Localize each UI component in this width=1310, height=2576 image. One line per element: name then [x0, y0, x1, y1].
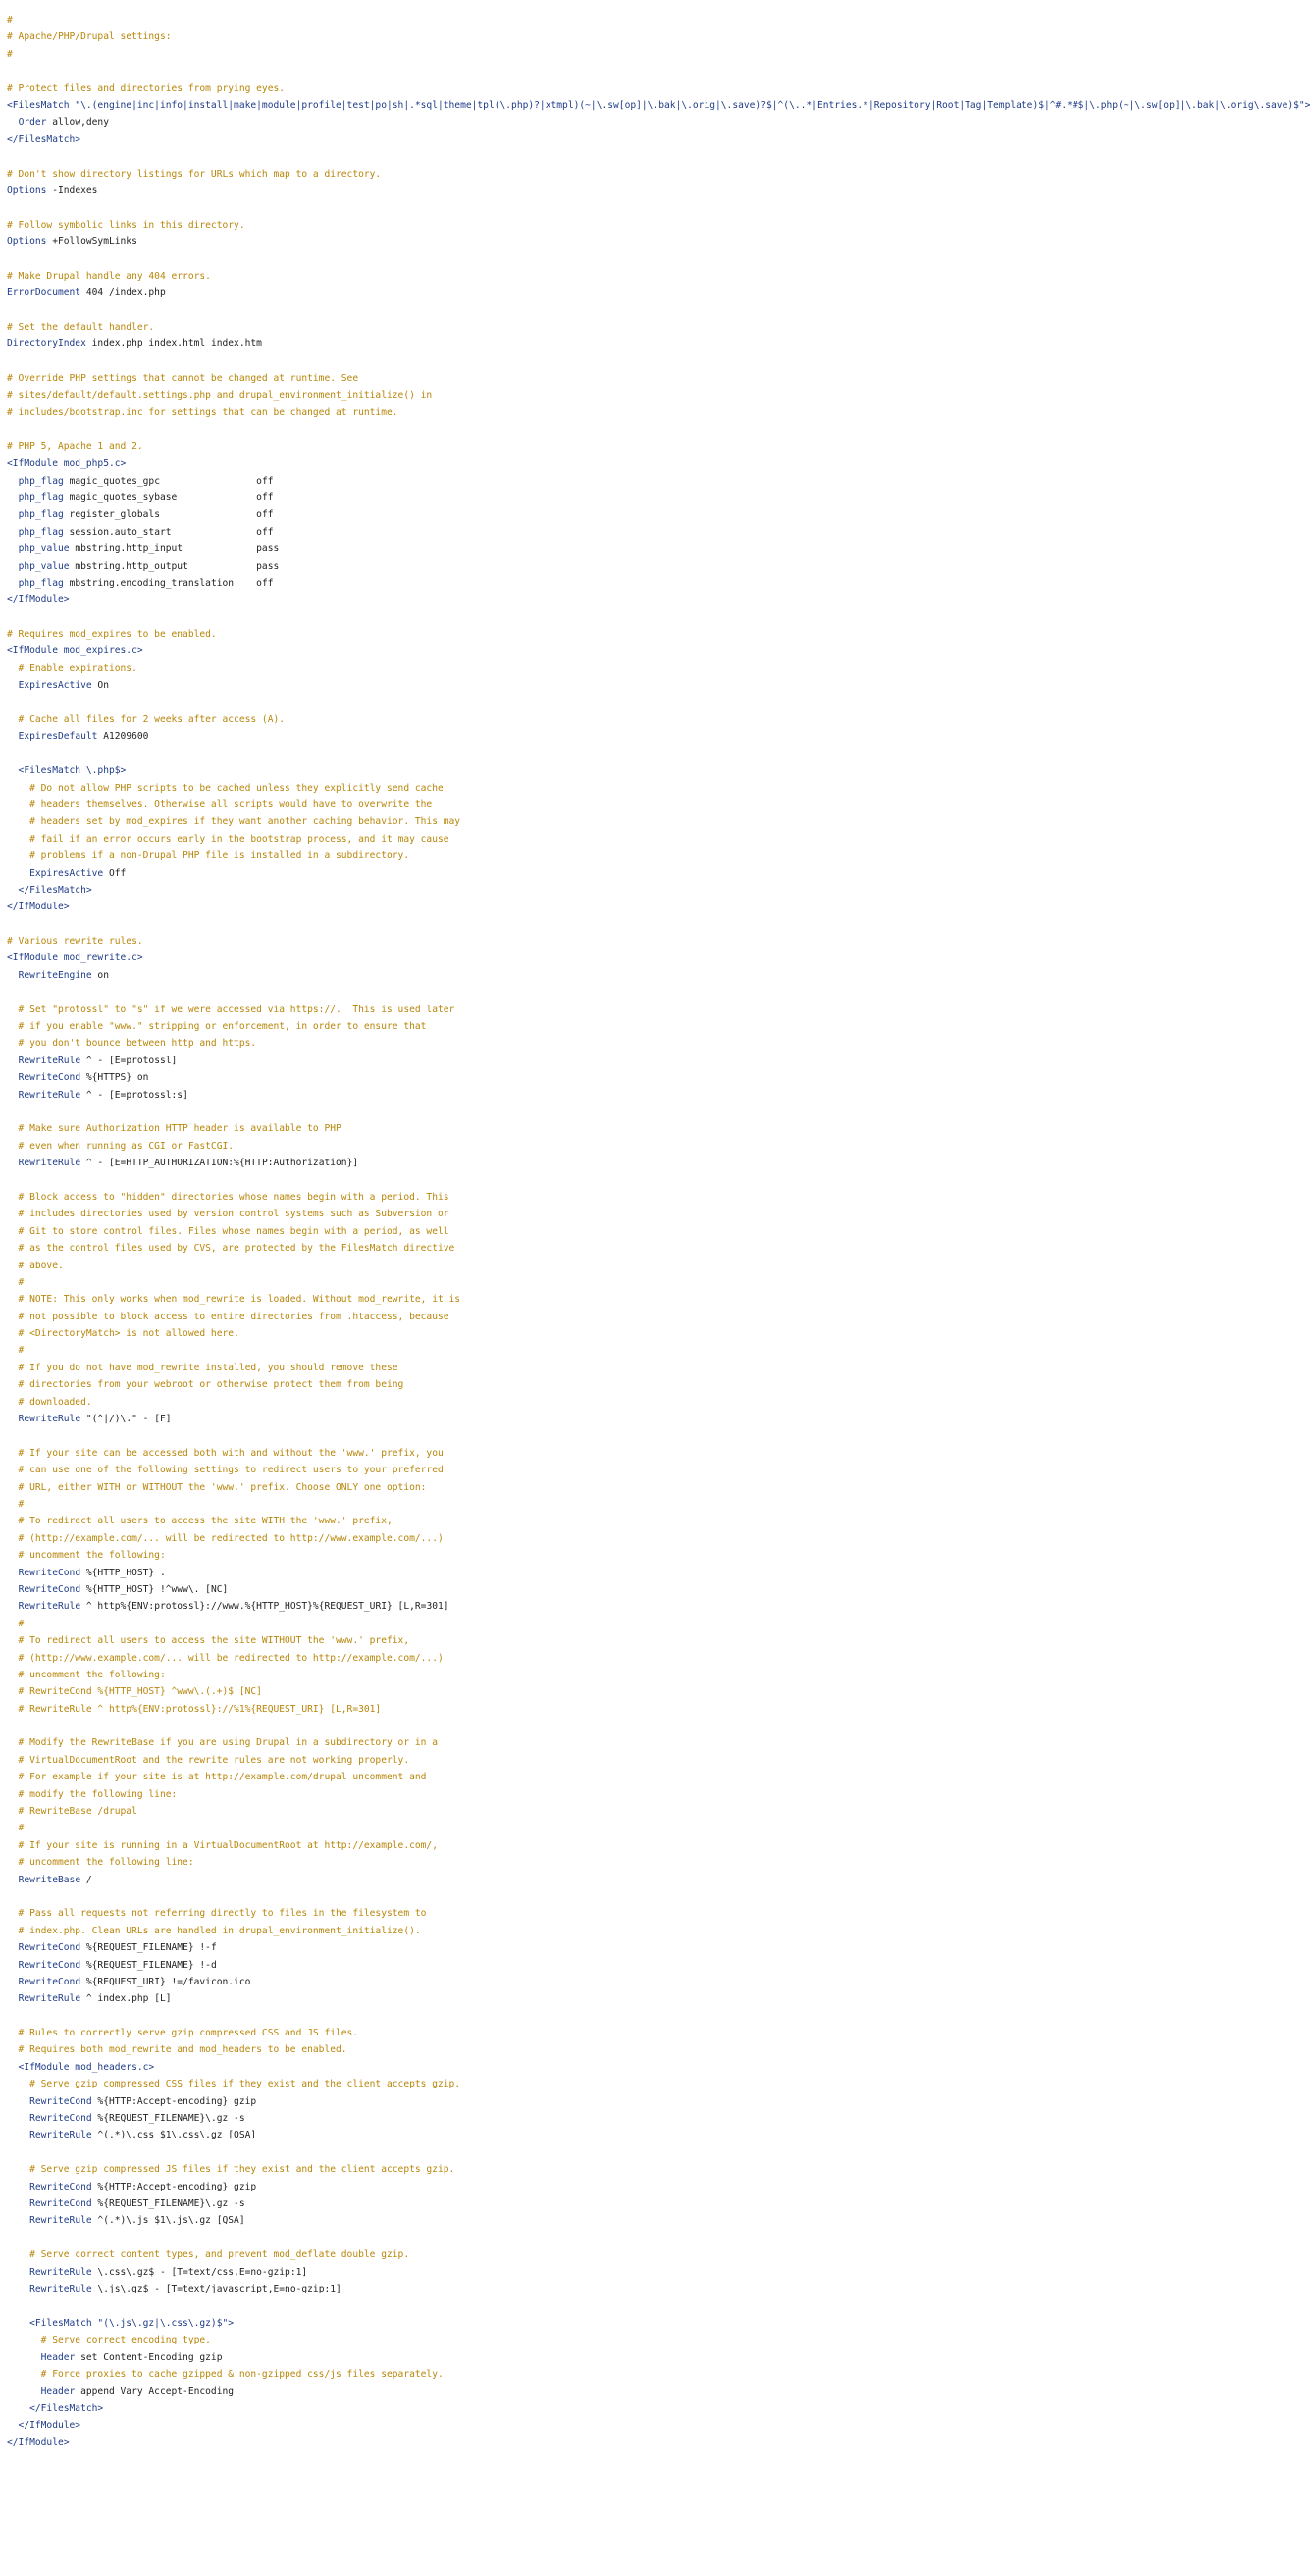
code-line: Order allow,deny	[18, 117, 109, 129]
code-line: ExpiresActive Off	[29, 867, 127, 879]
code-line: # Modify the RewriteBase if you are using Drupal in a subdirectory or in a	[7, 1737, 438, 1749]
code-line	[7, 2297, 583, 2314]
code-line: # If you do not have mod_rewrite installed, you should remove these	[7, 1362, 398, 1373]
code-line: DirectoryIndex index.php index.html index.htm	[7, 338, 262, 350]
code-line: # problems if a non-Drupal PHP file is installed in a subdirectory.	[7, 850, 410, 862]
code-line	[7, 353, 583, 370]
code-line: php_flag magic_quotes_gpc off	[18, 475, 274, 487]
code-line	[7, 199, 583, 216]
code-line: RewriteCond %{HTTP:Accept-encoding} gzip	[29, 2095, 257, 2107]
code-line: RewriteCond %{REQUEST_FILENAME}\.gz -s	[29, 2113, 245, 2125]
code-line: # can use one of the following settings to redirect users to your preferred	[7, 1465, 444, 1476]
code-line: # Set the default handler.	[7, 322, 155, 334]
code-line: </IfModule>	[7, 902, 70, 913]
code-line: #	[7, 1345, 25, 1357]
code-line: # To redirect all users to access the site WITHOUT the 'www.' prefix,	[7, 1635, 410, 1647]
code-line: # Git to store control files. Files whose names begin with a period, as well	[7, 1225, 449, 1237]
code-line	[7, 1718, 583, 1734]
code-line: # PHP 5, Apache 1 and 2.	[7, 440, 143, 452]
code-line: RewriteCond %{HTTPS} on	[18, 1072, 149, 1084]
code-line: <IfModule mod_rewrite.c>	[7, 953, 143, 964]
code-line: RewriteCond %{REQUEST_FILENAME} !-d	[18, 1959, 217, 1971]
code-line: # If your site can be accessed both with and without the 'www.' prefix, you	[7, 1447, 444, 1459]
code-line: # if you enable "www." stripping or enforcement, in order to ensure that	[7, 1021, 427, 1033]
code-line: # <DirectoryMatch> is not allowed here.	[7, 1328, 239, 1340]
code-line: # Apache/PHP/Drupal settings:	[7, 31, 172, 43]
code-line: #	[7, 1823, 25, 1834]
code-line: # headers set by mod_expires if they want another caching behavior. This may	[7, 816, 461, 828]
code-line: # Make Drupal handle any 404 errors.	[7, 270, 211, 282]
code-line: <FilesMatch "(\.js\.gz|\.css\.gz)$">	[7, 2317, 235, 2329]
code-line: # Don't show directory listings for URLs which map to a directory.	[7, 168, 382, 180]
code-line	[7, 421, 583, 438]
code-line	[7, 2230, 583, 2246]
code-line: #	[7, 1276, 25, 1288]
code-line: <IfModule mod_headers.c>	[7, 2061, 155, 2073]
code-line	[7, 746, 583, 762]
code-line: # fail if an error occurs early in the bootstrap process, and it may cause	[7, 833, 449, 845]
code-line: <IfModule mod_php5.c>	[7, 458, 127, 470]
code-line: RewriteCond %{REQUEST_FILENAME} !-f	[18, 1942, 217, 1954]
code-line: # Requires mod_expires to be enabled.	[7, 629, 217, 641]
code-line: # Make sure Authorization HTTP header is available to PHP	[7, 1123, 341, 1135]
code-line: # even when running as CGI or FastCGI.	[7, 1140, 235, 1152]
code-line	[7, 695, 583, 711]
code-line: # Set "protossl" to "s" if we were accessed via https://. This is used later	[7, 1004, 455, 1015]
code-line: # above.	[7, 1260, 64, 1271]
code-line: Options +FollowSymLinks	[7, 236, 137, 248]
code-line: Header append Vary Accept-Encoding	[40, 2386, 235, 2397]
code-line: # URL, either WITH or WITHOUT the 'www.' prefix. Choose ONLY one option:	[7, 1481, 427, 1493]
code-line: Options -Indexes	[7, 184, 98, 196]
code-line: RewriteRule ^ - [E=protossl:s]	[18, 1089, 188, 1101]
code-line: # If your site is running in a VirtualDocumentRoot at http://example.com/,	[7, 1839, 438, 1851]
code-line: # not possible to block access to entire directories from .htaccess, because	[7, 1311, 449, 1322]
code-line: </IfModule>	[7, 594, 70, 606]
code-line: # Follow symbolic links in this directory.	[7, 219, 245, 231]
code-line	[7, 1427, 583, 1444]
code-line	[7, 1104, 583, 1120]
code-line: # (http://example.com/... will be redirected to http://www.example.com/...)	[7, 1532, 444, 1544]
code-line: # you don't bounce between http and https.	[7, 1038, 257, 1050]
code-line: # Pass all requests not referring directly to files in the filesystem to	[7, 1908, 427, 1920]
code-line: # uncomment the following:	[7, 1550, 166, 1562]
code-line: php_value mbstring.http_output pass	[18, 560, 280, 572]
code-line: RewriteRule ^ index.php [L]	[18, 1993, 172, 2005]
code-line: # index.php. Clean URLs are handled in drupal_environment_initialize().	[7, 1925, 421, 1936]
code-line: <FilesMatch "\.(engine|inc|info|install|make|module|profile|test|po|sh|.*sql|theme|tpl(\.php)?|xtmpl)(~|\.sw[op]|\.bak|\.orig|\.save)?$|^(\..*|Entries.*|Repository|Root|Tag|Template)$|^#.*#$|\.php(~|\.sw[op]|\.bak|\.orig\.save)$">	[7, 99, 1310, 111]
code-line: # headers themselves. Otherwise all scripts would have to overwrite the	[7, 799, 433, 810]
code-line: # VirtualDocumentRoot and the rewrite rules are not working properly.	[7, 1754, 410, 1766]
code-line: ErrorDocument 404 /index.php	[7, 287, 166, 299]
code-line: # Serve gzip compressed JS files if they exist and the client accepts gzip.	[7, 2164, 455, 2176]
code-line	[7, 609, 583, 626]
code-line: # Do not allow PHP scripts to be cached unless they explicitly send cache	[7, 782, 444, 794]
code-line: # Override PHP settings that cannot be changed at runtime. See	[7, 373, 359, 385]
code-line: </FilesMatch>	[7, 133, 81, 145]
code-line: # RewriteRule ^ http%{ENV:protossl}://%1%{REQUEST_URI} [L,R=301]	[7, 1703, 382, 1715]
code-line: RewriteCond %{HTTP_HOST} !^www\. [NC]	[18, 1583, 229, 1595]
code-line: RewriteRule ^ http%{ENV:protossl}://www.%{HTTP_HOST}%{REQUEST_URI} [L,R=301]	[18, 1601, 449, 1613]
code-line: RewriteRule \.css\.gz$ - [T=text/css,E=no-gzip:1]	[29, 2266, 308, 2278]
code-line: # Various rewrite rules.	[7, 936, 143, 948]
code-line: # Protect files and directories from prying eyes.	[7, 82, 286, 94]
code-line: # as the control files used by CVS, are protected by the FilesMatch directive	[7, 1243, 455, 1255]
code-line: # Serve correct encoding type.	[7, 2335, 211, 2346]
code-line: # Force proxies to cache gzipped & non-gzipped css/js files separately.	[7, 2368, 444, 2380]
code-line: # Enable expirations.	[7, 662, 137, 674]
code-line: <FilesMatch \.php$>	[7, 765, 127, 777]
code-line: ExpiresDefault A1209600	[18, 731, 149, 743]
code-line	[7, 250, 583, 267]
code-line	[7, 148, 583, 165]
code-line	[7, 63, 583, 79]
code-line	[7, 2144, 583, 2161]
code-line: # downloaded.	[7, 1396, 92, 1408]
code-line: RewriteRule \.js\.gz$ - [T=text/javascript,E=no-gzip:1]	[29, 2283, 341, 2294]
code-line: # modify the following line:	[7, 1788, 178, 1800]
code-line: RewriteCond %{HTTP:Accept-encoding} gzip	[29, 2181, 257, 2192]
code-line: #	[7, 48, 13, 60]
code-line: # uncomment the following line:	[7, 1857, 194, 1869]
code-line: RewriteEngine on	[18, 969, 109, 981]
code-line: </FilesMatch>	[7, 2402, 104, 2414]
code-line: RewriteCond %{REQUEST_URI} !=/favicon.ico	[18, 1976, 251, 1987]
code-line: php_flag mbstring.encoding_translation off	[18, 577, 274, 589]
code-line	[7, 302, 583, 319]
code-line: # NOTE: This only works when mod_rewrite is loaded. Without mod_rewrite, it is	[7, 1294, 461, 1306]
code-line: php_flag magic_quotes_sybase off	[18, 491, 274, 503]
code-line: # includes/bootstrap.inc for settings that can be changed at runtime.	[7, 406, 398, 418]
code-line: php_flag register_globals off	[18, 509, 274, 521]
code-line: RewriteRule ^ - [E=HTTP_AUTHORIZATION:%{HTTP:Authorization}]	[18, 1158, 359, 1169]
code-line: RewriteCond %{REQUEST_FILENAME}\.gz -s	[29, 2198, 245, 2209]
code-line: # Block access to "hidden" directories whose names begin with a period. This	[7, 1191, 449, 1203]
code-line: # RewriteBase /drupal	[7, 1806, 137, 1818]
code-line: RewriteBase /	[18, 1874, 92, 1885]
code-line: # Requires both mod_rewrite and mod_headers to be enabled.	[7, 2044, 347, 2056]
code-line: <IfModule mod_expires.c>	[7, 645, 143, 657]
code-line: RewriteRule ^(.*)\.css $1\.css\.gz [QSA]	[29, 2130, 257, 2141]
code-line: RewriteRule ^ - [E=protossl]	[18, 1055, 178, 1066]
code-line: # Rules to correctly serve gzip compressed CSS and JS files.	[7, 2028, 359, 2039]
code-line	[7, 1888, 583, 1905]
code-line: </IfModule>	[7, 2437, 70, 2448]
code-line: php_value mbstring.http_input pass	[18, 543, 280, 555]
code-line	[7, 1172, 583, 1189]
code-line: #	[7, 1498, 25, 1510]
code-line: # Serve gzip compressed CSS files if they exist and the client accepts gzip.	[7, 2079, 461, 2090]
code-line: php_flag session.auto_start off	[18, 526, 274, 538]
code-line: #	[7, 1618, 25, 1629]
code-line: # directories from your webroot or otherwise protect them from being	[7, 1379, 404, 1391]
code-line: # (http://www.example.com/... will be redirected to http://example.com/...)	[7, 1652, 444, 1664]
code-line: # includes directories used by version control systems such as Subversion or	[7, 1209, 449, 1220]
code-line: RewriteCond %{HTTP_HOST} .	[18, 1567, 166, 1578]
code-line: # For example if your site is at http://example.com/drupal uncomment and	[7, 1772, 427, 1783]
code-line: # sites/default/default.settings.php and drupal_environment_initialize() in	[7, 389, 433, 401]
code-line: Header set Content-Encoding gzip	[40, 2351, 223, 2363]
code-line: #	[7, 15, 13, 26]
code-line: # Cache all files for 2 weeks after access (A).	[7, 714, 286, 726]
code-line: RewriteRule "(^|/)\." - [F]	[18, 1414, 172, 1425]
code-line	[7, 916, 583, 933]
code-line: ExpiresActive On	[18, 680, 109, 692]
code-line: # RewriteCond %{HTTP_HOST} ^www\.(.+)$ [NC]	[7, 1686, 262, 1698]
code-line: # uncomment the following:	[7, 1669, 166, 1680]
code-line: RewriteRule ^(.*)\.js $1\.js\.gz [QSA]	[29, 2215, 245, 2227]
code-line	[7, 984, 583, 1001]
code-line: # Serve correct content types, and prevent mod_deflate double gzip.	[7, 2249, 410, 2261]
code-line: # To redirect all users to access the site WITH the 'www.' prefix,	[7, 1516, 393, 1527]
code-line: </FilesMatch>	[7, 884, 92, 896]
code-line	[7, 2008, 583, 2025]
code-line: </IfModule>	[7, 2420, 81, 2432]
